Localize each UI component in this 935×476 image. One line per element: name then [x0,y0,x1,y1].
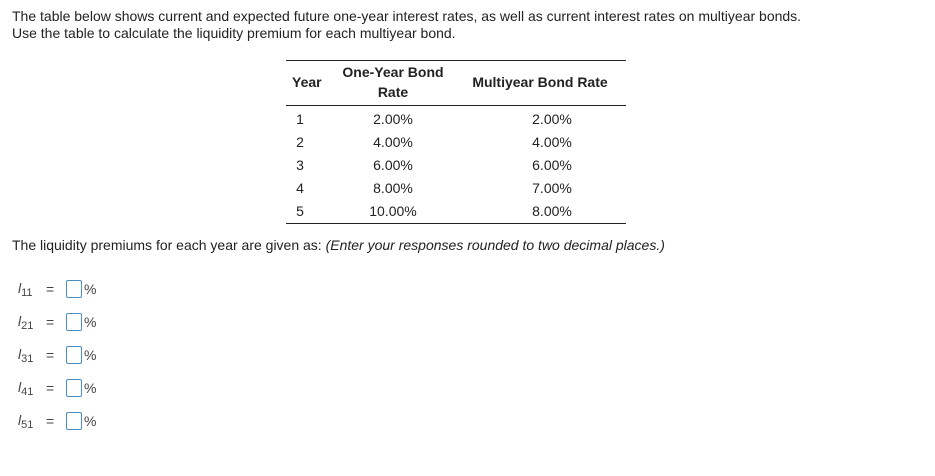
answer-input-l31[interactable] [66,346,82,364]
cell-multiyear-rate: 8.00% [454,200,626,224]
answer-row-l31 [18,344,96,366]
cell-one-year-rate: 10.00% [332,200,454,224]
header-one-year-line1: One-Year Bond [342,64,444,80]
answer-row-l51 [18,410,96,432]
answer-label-l11 [18,280,46,299]
cell-multiyear-rate: 6.00% [532,157,572,173]
equals-sign: = [46,314,55,330]
subscript: 51 [21,418,34,431]
question-hint: (Enter your responses rounded to two decimal places.) [325,237,665,253]
cell-one-year-rate: 6.00% [373,157,413,173]
cell-one-year-rate: 2.00% [373,111,413,127]
equals-sign: = [46,413,55,429]
symbol: l [18,312,22,329]
table-row [286,177,626,200]
subscript: 31 [21,352,34,365]
subscript: 11 [21,286,33,299]
answer-row-l11 [18,278,96,300]
answer-label-l21 [18,313,46,332]
cell-multiyear-rate: 7.00% [532,180,572,196]
question-text: The liquidity premiums for each year are given as: [12,237,326,253]
cell-year: 1 [296,111,304,127]
interest-rate-table [286,60,626,224]
intro-text [12,8,932,42]
table-row [286,106,626,132]
cell-year: 3 [296,157,304,173]
table-row [286,200,626,224]
answer-list [18,278,96,443]
header-one-year-bond-rate [332,61,454,106]
intro-line-2: Use the table to calculate the liquidity premium for each multiyear bond. [12,25,456,41]
cell-one-year-rate: 4.00% [373,134,413,150]
equals-sign: = [46,281,55,297]
answer-input-l11[interactable] [66,280,82,298]
answer-row-l41 [18,377,96,399]
percent-unit: % [84,314,97,330]
answer-label-l41 [18,379,46,398]
header-one-year-line2: Rate [377,84,409,100]
answer-label-l51 [18,412,46,431]
equals-sign: = [46,380,55,396]
equals-sign: = [46,347,55,363]
header-multiyear-bond-rate: Multiyear Bond Rate [454,61,626,106]
table-header-row [286,61,626,106]
cell-one-year-rate: 8.00% [373,180,413,196]
symbol: l [18,411,22,428]
percent-unit: % [84,347,97,363]
subscript: 41 [21,385,34,398]
cell-year: 5 [286,200,332,224]
answer-input-l51[interactable] [66,412,82,430]
cell-multiyear-rate: 4.00% [532,134,572,150]
table-row [286,131,626,154]
percent-unit: % [84,281,97,297]
answer-input-l41[interactable] [66,379,82,397]
cell-year: 4 [296,180,304,196]
intro-line-1: The table below shows current and expected future one-year interest rates, as well as current interest rates on multiyear bonds. [12,8,802,24]
subscript: 21 [21,319,34,332]
answer-input-l21[interactable] [66,313,82,331]
symbol: l [18,279,22,296]
cell-year: 2 [296,134,304,150]
table-row [286,154,626,177]
answer-label-l31 [18,346,46,365]
question-prompt [12,237,665,253]
percent-unit: % [84,380,97,396]
cell-multiyear-rate: 2.00% [532,111,572,127]
symbol: l [18,378,22,395]
percent-unit: % [84,413,97,429]
answer-row-l21 [18,311,96,333]
symbol: l [18,345,22,362]
header-year: Year [286,61,332,106]
